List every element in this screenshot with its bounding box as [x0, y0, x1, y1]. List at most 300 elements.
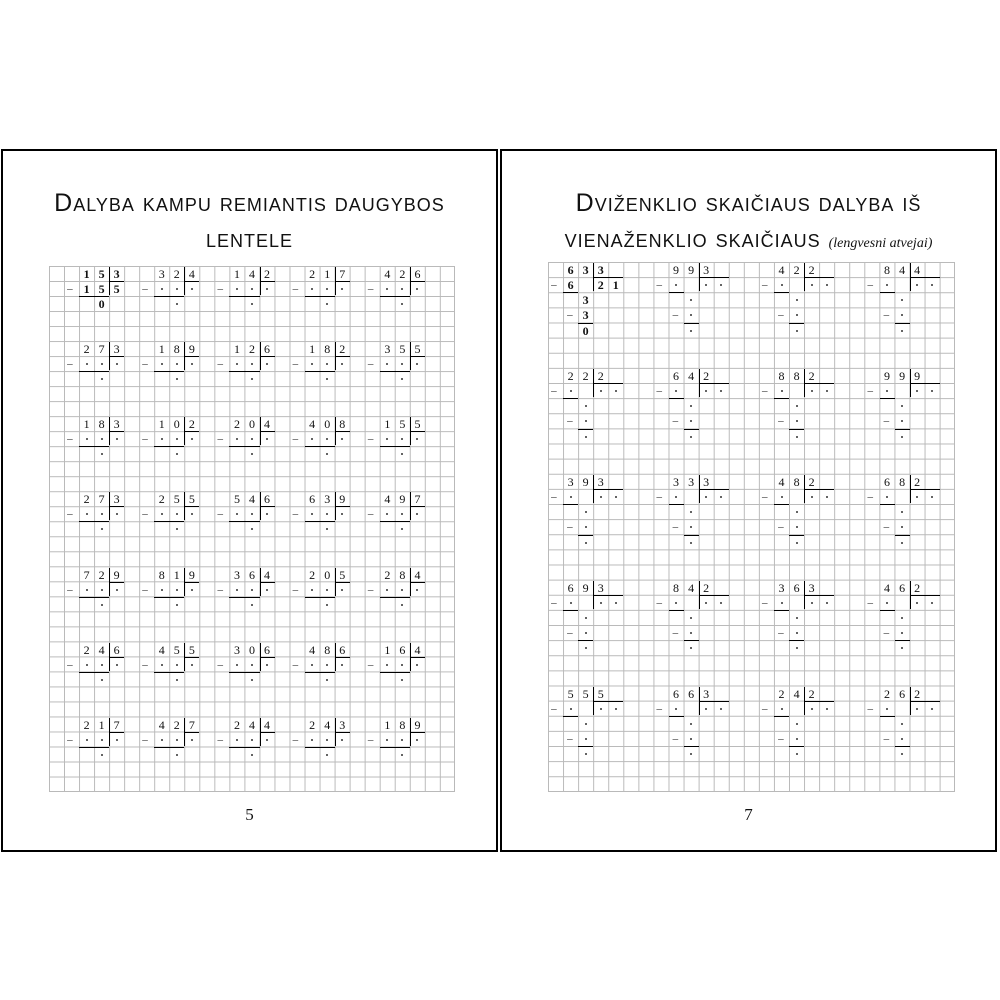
placeholder-dot	[615, 496, 617, 498]
digit: 6	[673, 686, 680, 701]
placeholder-dot	[116, 664, 118, 666]
placeholder-dot	[116, 438, 118, 440]
placeholder-dot	[416, 288, 418, 290]
placeholder-dot	[86, 664, 88, 666]
digit: 1	[158, 417, 165, 432]
digit: 5	[339, 567, 346, 582]
digit: 6	[309, 492, 316, 507]
subtraction-line	[380, 521, 410, 522]
digit: 1	[83, 282, 90, 297]
minus-sign: _	[656, 381, 663, 394]
division-exercise	[866, 262, 955, 353]
placeholder-dot	[416, 589, 418, 591]
division-exercise	[65, 717, 139, 777]
placeholder-dot	[341, 664, 343, 666]
minus-sign: _	[672, 411, 679, 424]
minus-sign: _	[656, 487, 663, 500]
placeholder-dot	[86, 739, 88, 741]
division-exercise	[760, 262, 849, 353]
subtraction-line	[305, 446, 335, 447]
digit: 1	[233, 267, 240, 281]
placeholder-dot	[901, 330, 903, 332]
placeholder-dot	[901, 617, 903, 619]
digit: 4	[793, 686, 800, 701]
digit: 2	[884, 686, 891, 701]
digit: 6	[249, 567, 255, 582]
placeholder-dot	[251, 664, 253, 666]
quotient-line	[699, 701, 729, 702]
placeholder-dot	[796, 420, 798, 422]
placeholder-dot	[826, 496, 828, 498]
minus-sign: _	[292, 579, 299, 592]
placeholder-dot	[401, 739, 403, 741]
minus-sign: _	[292, 654, 299, 667]
digit: 3	[113, 417, 120, 432]
digit: 2	[249, 342, 255, 357]
digit: 2	[384, 567, 391, 582]
placeholder-dot	[236, 739, 238, 741]
placeholder-dot	[176, 288, 178, 290]
placeholder-dot	[326, 438, 328, 440]
placeholder-dot	[86, 589, 88, 591]
digit: 6	[264, 342, 271, 357]
placeholder-dot	[191, 363, 193, 365]
division-exercise	[215, 717, 289, 777]
subtraction-line	[79, 747, 109, 748]
digit: 6	[567, 580, 574, 595]
placeholder-dot	[176, 453, 178, 455]
placeholder-dot	[901, 299, 903, 301]
minus-sign: _	[67, 729, 73, 742]
quotient-line	[910, 701, 940, 702]
remainder-digit: 0	[98, 297, 105, 312]
division-exercise	[655, 368, 744, 459]
digit: 3	[339, 717, 346, 732]
placeholder-dot	[675, 708, 677, 710]
quotient-line	[804, 383, 834, 384]
digit: 1	[384, 417, 391, 432]
quotient-line	[410, 732, 425, 733]
placeholder-dot	[690, 405, 692, 407]
digit: 5	[399, 342, 406, 357]
division-exercise	[140, 642, 214, 702]
placeholder-dot	[600, 496, 602, 498]
digit: 0	[324, 417, 331, 432]
division-exercise	[366, 341, 440, 401]
title-line-1: Dviženklio skaičiaus dalyba iš	[575, 189, 922, 217]
subtraction-line	[154, 672, 184, 673]
placeholder-dot	[326, 303, 328, 305]
placeholder-dot	[86, 438, 88, 440]
digit: 7	[83, 567, 90, 582]
minus-sign: _	[567, 411, 573, 424]
subtraction-line	[563, 716, 578, 717]
digit: 8	[339, 417, 346, 432]
placeholder-dot	[796, 723, 798, 725]
minus-sign: _	[778, 305, 784, 318]
placeholder-dot	[585, 511, 587, 513]
division-exercise	[215, 642, 289, 702]
placeholder-dot	[585, 526, 587, 528]
minus-sign: _	[67, 354, 73, 367]
subtraction-line	[578, 746, 593, 747]
digit: 1	[98, 717, 105, 732]
placeholder-dot	[901, 314, 903, 316]
placeholder-dot	[826, 602, 828, 604]
division-exercise	[65, 341, 139, 401]
placeholder-dot	[705, 496, 707, 498]
digit: 2	[399, 267, 406, 281]
digit: 4	[324, 717, 331, 732]
placeholder-dot	[251, 679, 253, 681]
division-exercise	[366, 567, 440, 627]
digit: 2	[567, 368, 574, 383]
digit: 9	[688, 263, 695, 277]
placeholder-dot	[690, 617, 692, 619]
placeholder-dot	[585, 405, 587, 407]
digit: 1	[83, 267, 90, 281]
placeholder-dot	[705, 708, 707, 710]
minus-sign: _	[67, 429, 73, 442]
placeholder-dot	[811, 708, 813, 710]
left-page-title	[3, 185, 496, 257]
division-exercise	[760, 368, 849, 459]
digit: 0	[249, 642, 255, 657]
subtraction-line	[380, 371, 410, 372]
placeholder-dot	[161, 739, 163, 741]
placeholder-dot	[781, 496, 783, 498]
subtraction-line	[669, 610, 684, 611]
quotient-line	[184, 657, 199, 658]
digit: 2	[914, 686, 921, 701]
digit: 2	[188, 417, 195, 432]
digit: 8	[884, 263, 891, 277]
minus-sign: _	[778, 623, 784, 636]
subtraction-line	[669, 716, 684, 717]
quotient-line	[410, 582, 425, 583]
placeholder-dot	[176, 528, 178, 530]
minus-sign: _	[883, 623, 890, 636]
title-line-2: lentele	[205, 225, 294, 253]
placeholder-dot	[796, 436, 798, 438]
minus-sign: _	[867, 593, 874, 606]
placeholder-dot	[585, 723, 587, 725]
placeholder-dot	[781, 390, 783, 392]
division-exercise	[65, 266, 139, 326]
subtraction-line	[79, 371, 109, 372]
digit: 3	[582, 293, 589, 308]
subtraction-line	[774, 716, 789, 717]
digit: 9	[188, 342, 195, 357]
digit: 4	[188, 267, 195, 281]
quotient-line	[260, 732, 275, 733]
digit: 6	[414, 267, 421, 281]
digit: 8	[793, 474, 800, 489]
placeholder-dot	[401, 303, 403, 305]
minus-sign: _	[867, 487, 874, 500]
digit: 1	[384, 642, 391, 657]
division-exercise	[549, 474, 638, 565]
division-exercise	[65, 642, 139, 702]
placeholder-dot	[101, 664, 103, 666]
minus-sign: _	[217, 579, 223, 592]
subtraction-line	[305, 672, 335, 673]
placeholder-dot	[161, 363, 163, 365]
digit: 3	[597, 474, 604, 489]
minus-sign: _	[217, 279, 223, 292]
subtraction-line	[895, 323, 910, 324]
subtraction-line	[684, 746, 699, 747]
placeholder-dot	[401, 604, 403, 606]
placeholder-dot	[86, 363, 88, 365]
right-page-title	[502, 185, 995, 262]
digit: 3	[113, 267, 120, 281]
subtraction-line	[563, 610, 578, 611]
placeholder-dot	[266, 513, 268, 515]
digit: 4	[264, 417, 271, 432]
placeholder-dot	[886, 284, 888, 286]
placeholder-dot	[585, 632, 587, 634]
digit: 5	[233, 492, 240, 507]
quotient-line	[109, 657, 124, 658]
digit: 4	[249, 492, 255, 507]
quotient-line	[184, 356, 199, 357]
digit: 4	[249, 267, 255, 281]
division-exercise	[866, 368, 955, 459]
minus-sign: _	[762, 699, 768, 712]
placeholder-dot	[266, 288, 268, 290]
division-exercise	[65, 416, 139, 476]
placeholder-dot	[796, 617, 798, 619]
minus-sign: _	[883, 411, 890, 424]
digit: 1	[158, 342, 165, 357]
minus-sign: _	[292, 504, 299, 517]
subtraction-line	[229, 597, 259, 598]
placeholder-dot	[675, 496, 677, 498]
placeholder-dot	[901, 738, 903, 740]
minus-sign: _	[67, 654, 73, 667]
placeholder-dot	[705, 390, 707, 392]
placeholder-dot	[341, 363, 343, 365]
minus-sign: _	[367, 654, 374, 667]
quotient-digit: 1	[612, 278, 619, 293]
digit: 5	[567, 686, 574, 701]
digit: 3	[582, 308, 589, 323]
minus-sign: _	[551, 487, 557, 500]
digit: 6	[884, 474, 891, 489]
placeholder-dot	[116, 589, 118, 591]
minus-sign: _	[672, 517, 679, 530]
minus-sign: _	[551, 593, 557, 606]
placeholder-dot	[101, 739, 103, 741]
digit: 6	[399, 642, 406, 657]
placeholder-dot	[600, 708, 602, 710]
placeholder-dot	[705, 602, 707, 604]
placeholder-dot	[916, 496, 918, 498]
digit: 5	[414, 417, 421, 432]
placeholder-dot	[251, 754, 253, 756]
digit: 4	[309, 642, 316, 657]
digit: 6	[264, 642, 271, 657]
placeholder-dot	[176, 363, 178, 365]
placeholder-dot	[826, 708, 828, 710]
digit: 4	[914, 263, 921, 277]
placeholder-dot	[326, 754, 328, 756]
placeholder-dot	[326, 604, 328, 606]
placeholder-dot	[675, 602, 677, 604]
placeholder-dot	[416, 664, 418, 666]
minus-sign: _	[217, 654, 223, 667]
quotient-line	[260, 657, 275, 658]
quotient-line	[184, 732, 199, 733]
placeholder-dot	[886, 496, 888, 498]
placeholder-dot	[341, 589, 343, 591]
subtraction-line	[895, 535, 910, 536]
digit: 6	[673, 368, 680, 383]
subtraction-line	[880, 398, 895, 399]
quotient-line	[804, 489, 834, 490]
placeholder-dot	[811, 390, 813, 392]
subtraction-line	[895, 640, 910, 641]
minus-sign: _	[567, 517, 573, 530]
placeholder-dot	[690, 299, 692, 301]
placeholder-dot	[401, 288, 403, 290]
subtraction-line	[380, 446, 410, 447]
placeholder-dot	[931, 284, 933, 286]
digit: 2	[309, 717, 316, 732]
minus-sign: _	[217, 354, 223, 367]
digit: 4	[158, 717, 165, 732]
minus-sign: _	[656, 275, 663, 288]
subtraction-line	[895, 746, 910, 747]
digit: 3	[567, 474, 574, 489]
placeholder-dot	[326, 528, 328, 530]
placeholder-dot	[191, 739, 193, 741]
division-exercise	[140, 717, 214, 777]
division-exercise	[215, 341, 289, 401]
digit: 8	[98, 417, 105, 432]
digit: 2	[914, 580, 921, 595]
placeholder-dot	[161, 438, 163, 440]
digit: 2	[83, 492, 90, 507]
placeholder-dot	[326, 679, 328, 681]
division-exercise	[366, 717, 440, 777]
placeholder-dot	[326, 288, 328, 290]
digit: 2	[808, 686, 815, 701]
minus-sign: _	[551, 699, 557, 712]
digit: 9	[339, 492, 346, 507]
placeholder-dot	[101, 604, 103, 606]
quotient-line	[335, 582, 350, 583]
quotient-line	[260, 281, 275, 282]
subtraction-line	[669, 292, 684, 293]
placeholder-dot	[901, 436, 903, 438]
placeholder-dot	[796, 647, 798, 649]
digit: 6	[567, 278, 574, 293]
placeholder-dot	[311, 438, 313, 440]
digit: 8	[899, 474, 906, 489]
digit: 4	[384, 492, 391, 507]
digit: 3	[673, 474, 680, 489]
division-exercise	[366, 642, 440, 702]
placeholder-dot	[251, 513, 253, 515]
placeholder-dot	[585, 647, 587, 649]
placeholder-dot	[901, 753, 903, 755]
digit: 2	[808, 263, 815, 277]
subtraction-line	[154, 296, 184, 297]
digit: 8	[673, 580, 680, 595]
digit: 0	[249, 417, 255, 432]
placeholder-dot	[236, 363, 238, 365]
minus-sign: _	[567, 305, 573, 318]
quotient-line	[109, 732, 124, 733]
left-page	[1, 149, 498, 852]
placeholder-dot	[916, 708, 918, 710]
division-exercise	[291, 717, 365, 777]
division-exercise	[655, 580, 744, 671]
placeholder-dot	[341, 438, 343, 440]
grid-paper-left	[49, 266, 455, 792]
placeholder-dot	[585, 753, 587, 755]
minus-sign: _	[656, 699, 663, 712]
subtraction-line	[305, 296, 335, 297]
division-exercise	[655, 686, 744, 777]
digit: 1	[324, 267, 331, 281]
digit: 7	[113, 717, 120, 732]
minus-sign: _	[367, 579, 374, 592]
quotient-line	[593, 595, 623, 596]
placeholder-dot	[585, 420, 587, 422]
minus-sign: _	[142, 579, 148, 592]
placeholder-dot	[690, 738, 692, 740]
digit: 4	[899, 263, 906, 277]
placeholder-dot	[690, 314, 692, 316]
placeholder-dot	[416, 438, 418, 440]
placeholder-dot	[916, 602, 918, 604]
digit: 3	[233, 642, 240, 657]
minus-sign: _	[367, 729, 374, 742]
placeholder-dot	[901, 420, 903, 422]
quotient-line	[335, 431, 350, 432]
minus-sign: _	[778, 517, 784, 530]
minus-sign: _	[656, 593, 663, 606]
placeholder-dot	[176, 589, 178, 591]
digit: 5	[399, 417, 406, 432]
digit: 6	[793, 580, 800, 595]
placeholder-dot	[796, 753, 798, 755]
placeholder-dot	[826, 390, 828, 392]
placeholder-dot	[931, 602, 933, 604]
digit: 3	[582, 263, 589, 277]
placeholder-dot	[176, 754, 178, 756]
digit: 2	[173, 717, 180, 732]
quotient-line	[410, 506, 425, 507]
placeholder-dot	[251, 604, 253, 606]
digit: 0	[324, 567, 331, 582]
digit: 4	[309, 417, 316, 432]
digit: 2	[778, 686, 785, 701]
digit: 2	[339, 342, 346, 357]
division-exercise	[215, 266, 289, 326]
placeholder-dot	[251, 453, 253, 455]
subtraction-line	[305, 747, 335, 748]
right-page	[500, 149, 997, 852]
digit: 9	[582, 474, 589, 489]
placeholder-dot	[570, 708, 572, 710]
subtraction-line	[305, 597, 335, 598]
minus-sign: _	[142, 429, 148, 442]
division-exercise	[366, 416, 440, 476]
